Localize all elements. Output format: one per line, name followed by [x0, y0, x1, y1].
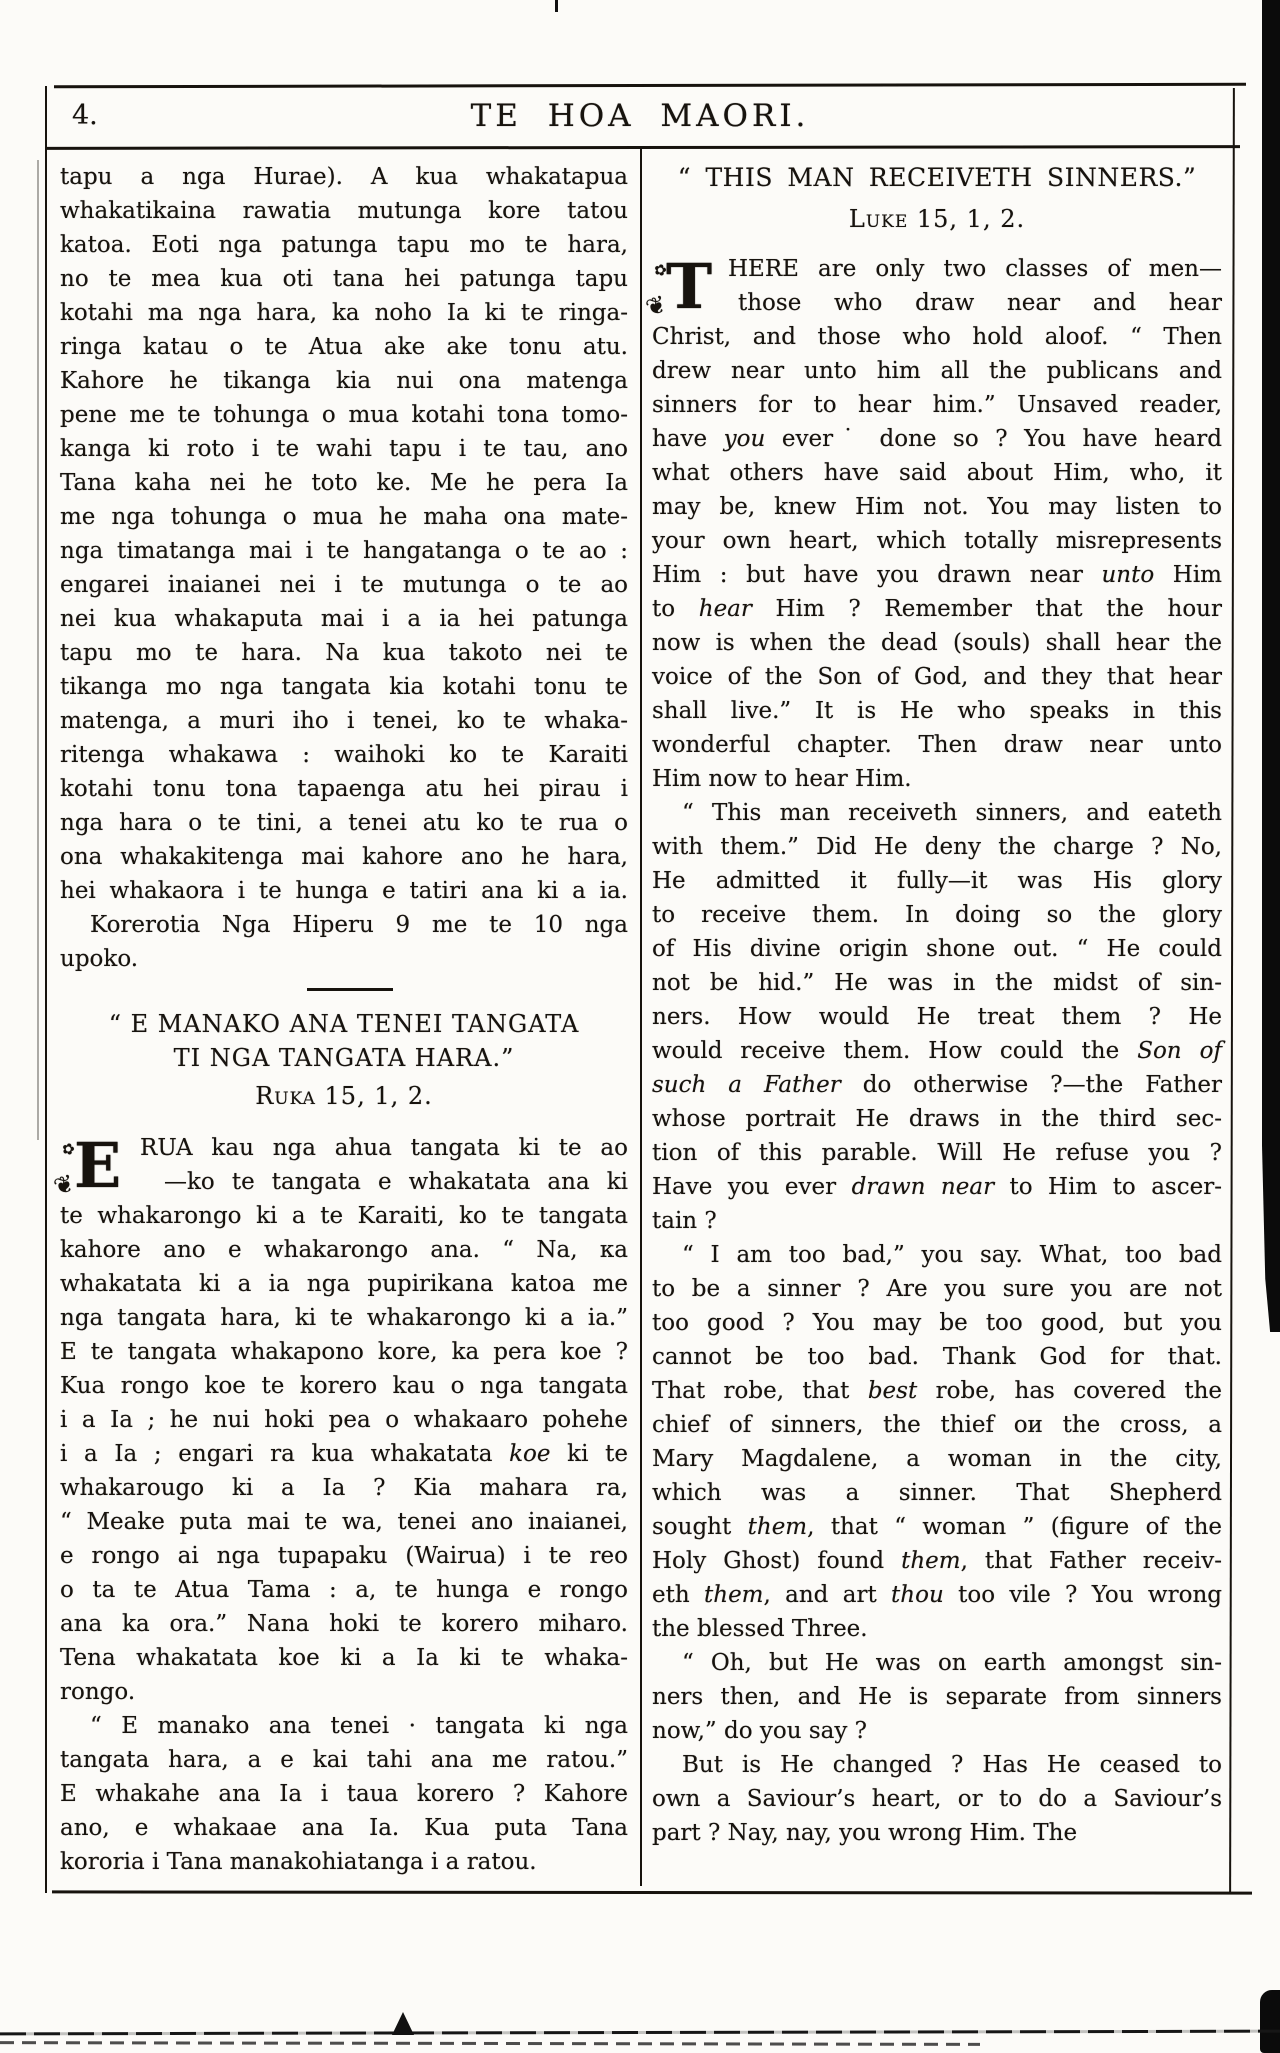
- section-divider-rule: [307, 988, 393, 991]
- text-line: Kua rongo koe te korero kau o nga tangata: [60, 1373, 628, 1399]
- text-line: That robe, that best robe, has covered the: [652, 1378, 1222, 1404]
- text-line: chief of sinners, the thief oи the cross, a: [652, 1412, 1222, 1438]
- text-line: me nga tohunga o mua he maha ona mate-: [60, 504, 628, 530]
- text-line: voice of the Son of God, and they that hear: [652, 664, 1222, 690]
- text-line: tangata hara, a e kai tahi ana me ratou.”: [60, 1747, 628, 1773]
- text-line: katoa. Eoti nga patunga tapu mo te hara,: [60, 232, 628, 258]
- text-line: rongo.: [60, 1679, 136, 1705]
- text-line: ners. How would He treat them ? He: [652, 1004, 1222, 1030]
- paragraph: [50, 1129, 628, 1879]
- text-line: hei whakaora i te hunga e tatiri ana ki a ia.: [60, 878, 628, 904]
- text-line: i a Ia ; engari ra kua whakatata koe ki te: [60, 1441, 628, 1467]
- text-line: nga hara o te tini, a tenei atu ko te rua o: [60, 810, 628, 836]
- text-line: Him : but have you drawn near unto Him: [652, 562, 1222, 588]
- text-line: nga tangata hara, ki te whakarongo ki a ia.”: [60, 1305, 628, 1331]
- text-line: part ? Nay, nay, you wrong Him. The: [652, 1820, 1078, 1846]
- text-line: whakarougo ki a Ia ? Kia mahara ra,: [60, 1475, 628, 1501]
- text-line: to receive them. In doing so the glory: [652, 902, 1222, 928]
- scan-bottom-edge-line: [0, 2030, 1280, 2036]
- text-line: have you ever˙ done so ? You have heard: [652, 426, 1222, 452]
- text-line: “ Meake puta mai te wa, tenei ano inaianei,: [60, 1509, 628, 1535]
- dropcap-leaf-icon: ✿: [60, 1138, 77, 1160]
- text-line: may be, knew Him not. You may listen to: [652, 494, 1222, 520]
- scan-ink-blot: [392, 2012, 414, 2035]
- text-line: ners then, and He is separate from sinners: [652, 1684, 1222, 1710]
- text-line: own a Saviour’s heart, or to do a Saviour’s: [652, 1786, 1222, 1812]
- text-line: nei kua whakaputa mai i a ia hei patunga: [60, 606, 628, 632]
- text-line: RUA kau nga ahua tangata ki te ao: [140, 1135, 628, 1161]
- page-title: TE HOA MAORI.: [470, 98, 810, 134]
- text-line: the blessed Three.: [652, 1616, 868, 1642]
- text-line: “ Oh, but He was on earth amongst sin-: [682, 1650, 1222, 1676]
- text-line: with them.” Did He deny the charge ? No,: [652, 834, 1222, 860]
- dropcap-letter: E: [74, 1129, 122, 1202]
- text-line: would receive them. How could the Son of: [652, 1038, 1222, 1064]
- text-line: i a Ia ; he nui hoki pea o whakaaro pohehe: [60, 1407, 628, 1433]
- text-line: tapu mo te hara. Na kua takoto nei te: [60, 640, 628, 666]
- text-line: which was a sinner. That Shepherd: [652, 1480, 1222, 1506]
- bottom-border-rule: [52, 1890, 1252, 1894]
- paragraph: [642, 250, 1222, 1850]
- text-line: kororia i Tana manakohiatanga i a ratou.: [60, 1849, 537, 1875]
- text-line: wonderful chapter. Then draw near unto: [652, 732, 1222, 758]
- text-line: to hear Him ? Remember that the hour: [652, 596, 1222, 622]
- text-line: kahore ano e whakarongo ana. “ Na, кa: [60, 1237, 628, 1263]
- text-line: Have you ever drawn near to Him to ascer-: [652, 1174, 1222, 1200]
- text-line: no te mea kua oti tana hei patunga tapu: [60, 266, 628, 292]
- text-line: not be hid.” He was in the midst of sin-: [652, 970, 1222, 996]
- article-heading: [60, 1007, 628, 1075]
- top-border-rule: [54, 83, 1246, 88]
- text-line: ano, e whakaae ana Ia. Kua puta Tana: [60, 1815, 628, 1841]
- text-line: nga timatanga mai i te hangatanga o te ao :: [60, 538, 628, 564]
- page-border-left: [45, 86, 47, 1893]
- page-border-left-ghost: [37, 160, 39, 1140]
- text-line: tikanga mo nga tangata kia kotahi tonu te: [60, 674, 628, 700]
- dropcap-flourish-icon: ❦: [642, 289, 670, 323]
- text-line: pene me te tohunga o mua kotahi tona tomo-: [60, 402, 628, 428]
- scan-bottom-edge-line-2: [0, 2041, 980, 2046]
- text-line: But is He changed ? Has He ceased to: [682, 1752, 1222, 1778]
- text-line: —ko te tangata e whakatata ana ki: [164, 1169, 628, 1195]
- text-line: now,” do you say ?: [652, 1718, 867, 1744]
- text-line: “ This man receiveth sinners, and eateth: [682, 800, 1222, 826]
- dropcap-leaf-icon: ✿: [652, 259, 669, 281]
- text-line: kanga ki roto i te wahi tapu i te tau, ano: [60, 436, 628, 462]
- text-line: engarei inaianei nei i te mutunga o te ao: [60, 572, 628, 598]
- text-line: Korerotia Nga Hiperu 9 me te 10 nga: [90, 912, 628, 938]
- text-line: tion of this parable. Will He refuse you ?: [652, 1140, 1222, 1166]
- text-line: sinners for to hear him.” Unsaved reader,: [652, 392, 1222, 418]
- text-line: whakatata ki a ia nga pupirikana katoa me: [60, 1271, 628, 1297]
- text-line: of His divine origin shone out. “ He could: [652, 936, 1222, 962]
- text-line: upoko.: [60, 946, 139, 972]
- text-line: Tana kaha nei he toto ke. Me he pera Ia: [60, 470, 628, 496]
- text-line: Tena whakatata koe ki a Ia ki te whaka-: [60, 1645, 628, 1671]
- text-line: tapu a nga Hurae). A kua whakatapua: [60, 164, 628, 190]
- text-line: kotahi tonu tona tapaenga atu hei pirau i: [60, 776, 628, 802]
- text-line: Him now to hear Him.: [652, 766, 912, 792]
- scan-top-tick: [555, 0, 558, 12]
- text-line: to be a sinner ? Are you sure you are not: [652, 1276, 1222, 1302]
- article-heading: [652, 160, 1222, 196]
- scan-edge-band: [1262, 0, 1280, 1332]
- text-line: ritenga whakawa : waihoki ko te Karaiti: [60, 742, 628, 768]
- page-border-right: [1229, 88, 1235, 1892]
- text-line: ringa katau o te Atua ake ake tonu atu.: [60, 334, 628, 360]
- page-number: 4.: [72, 100, 98, 131]
- scripture-reference: Luke 15, 1, 2.: [848, 205, 1026, 233]
- text-line: your own heart, which totally misrepresents: [652, 528, 1222, 554]
- text-line: Holy Ghost) found them, that Father receiv-: [652, 1548, 1222, 1574]
- text-line: He admitted it fully—it was His glory: [652, 868, 1222, 894]
- dropcap-initial-e: [50, 1129, 136, 1204]
- text-line: “ E manako ana tenei · tangata ki nga: [90, 1713, 628, 1739]
- text-line: Kahore he tikanga kia nui ona matenga: [60, 368, 628, 394]
- text-line: whose portrait He draws in the third sec-: [652, 1106, 1222, 1132]
- text-line: “ I am too bad,” you say. What, too bad: [682, 1242, 1222, 1268]
- paragraph: [60, 160, 628, 976]
- text-line: E te tangata whakapono kore, ka pera koe ?: [60, 1339, 628, 1365]
- text-line: drew near unto him all the publicans and: [652, 358, 1222, 384]
- text-line: such a Father do otherwise ?—the Father: [652, 1072, 1222, 1098]
- text-line: e rongo ai nga tupapaku (Wairua) i te reo: [60, 1543, 628, 1569]
- scripture-reference: Ruka 15, 1, 2.: [255, 1082, 433, 1110]
- text-line: now is when the dead (souls) shall hear the: [652, 630, 1222, 656]
- text-line: whakatikaina rawatia mutunga kore tatou: [60, 198, 628, 224]
- right-column: [642, 160, 1222, 1850]
- text-line: tain ?: [652, 1208, 717, 1234]
- text-line: sought them, that “ woman ” (figure of the: [652, 1514, 1222, 1540]
- dropcap-letter: T: [666, 250, 713, 323]
- heading-line: “ THIS MAN RECEIVETH SINNERS.”: [677, 163, 1197, 192]
- text-line: too good ? You may be too good, but you: [652, 1310, 1222, 1336]
- text-line: E whakahe ana Ia i taua korero ? Kahore: [60, 1781, 628, 1807]
- text-line: cannot be too bad. Thank God for that.: [652, 1344, 1222, 1370]
- text-line: ona whakakitenga mai kahore ano he hara,: [60, 844, 628, 870]
- heading-line: “ E MANAKO ANA TENEI TANGATA: [108, 1010, 580, 1038]
- text-line: te whakarongo ki a te Karaiti, ko te tangata: [60, 1203, 628, 1229]
- column-divider-rule: [640, 149, 642, 1886]
- dropcap-flourish-icon: ❦: [50, 1168, 78, 1202]
- text-line: what others have said about Him, who, it: [652, 460, 1222, 486]
- header-bottom-rule: [46, 145, 1240, 150]
- text-line: eth them, and art thou too vile ? You wrong: [652, 1582, 1222, 1608]
- text-line: Christ, and those who hold aloof. “ Then: [652, 324, 1222, 350]
- text-line: shall live.” It is He who speaks in this: [652, 698, 1222, 724]
- scan-corner-blob: [1260, 1990, 1280, 2053]
- text-line: matenga, a muri iho i tenei, ko te whaka-: [60, 708, 628, 734]
- left-column: [50, 160, 628, 1879]
- text-line: o ta te Atua Tama : a, te hunga e rongo: [60, 1577, 628, 1603]
- text-line: ana ka ora.” Nana hoki te korero miharo.: [60, 1611, 628, 1637]
- dropcap-initial-t: [642, 250, 728, 325]
- text-line: kotahi ma nga hara, ka noho Ia ki te ringa-: [60, 300, 628, 326]
- text-line: those who draw near and hear: [738, 290, 1222, 316]
- text-line: Mary Magdalene, a woman in the city,: [652, 1446, 1222, 1472]
- text-line: HERE are only two classes of men—: [728, 256, 1222, 282]
- heading-line: TI NGA TANGATA HARA.”: [173, 1044, 515, 1072]
